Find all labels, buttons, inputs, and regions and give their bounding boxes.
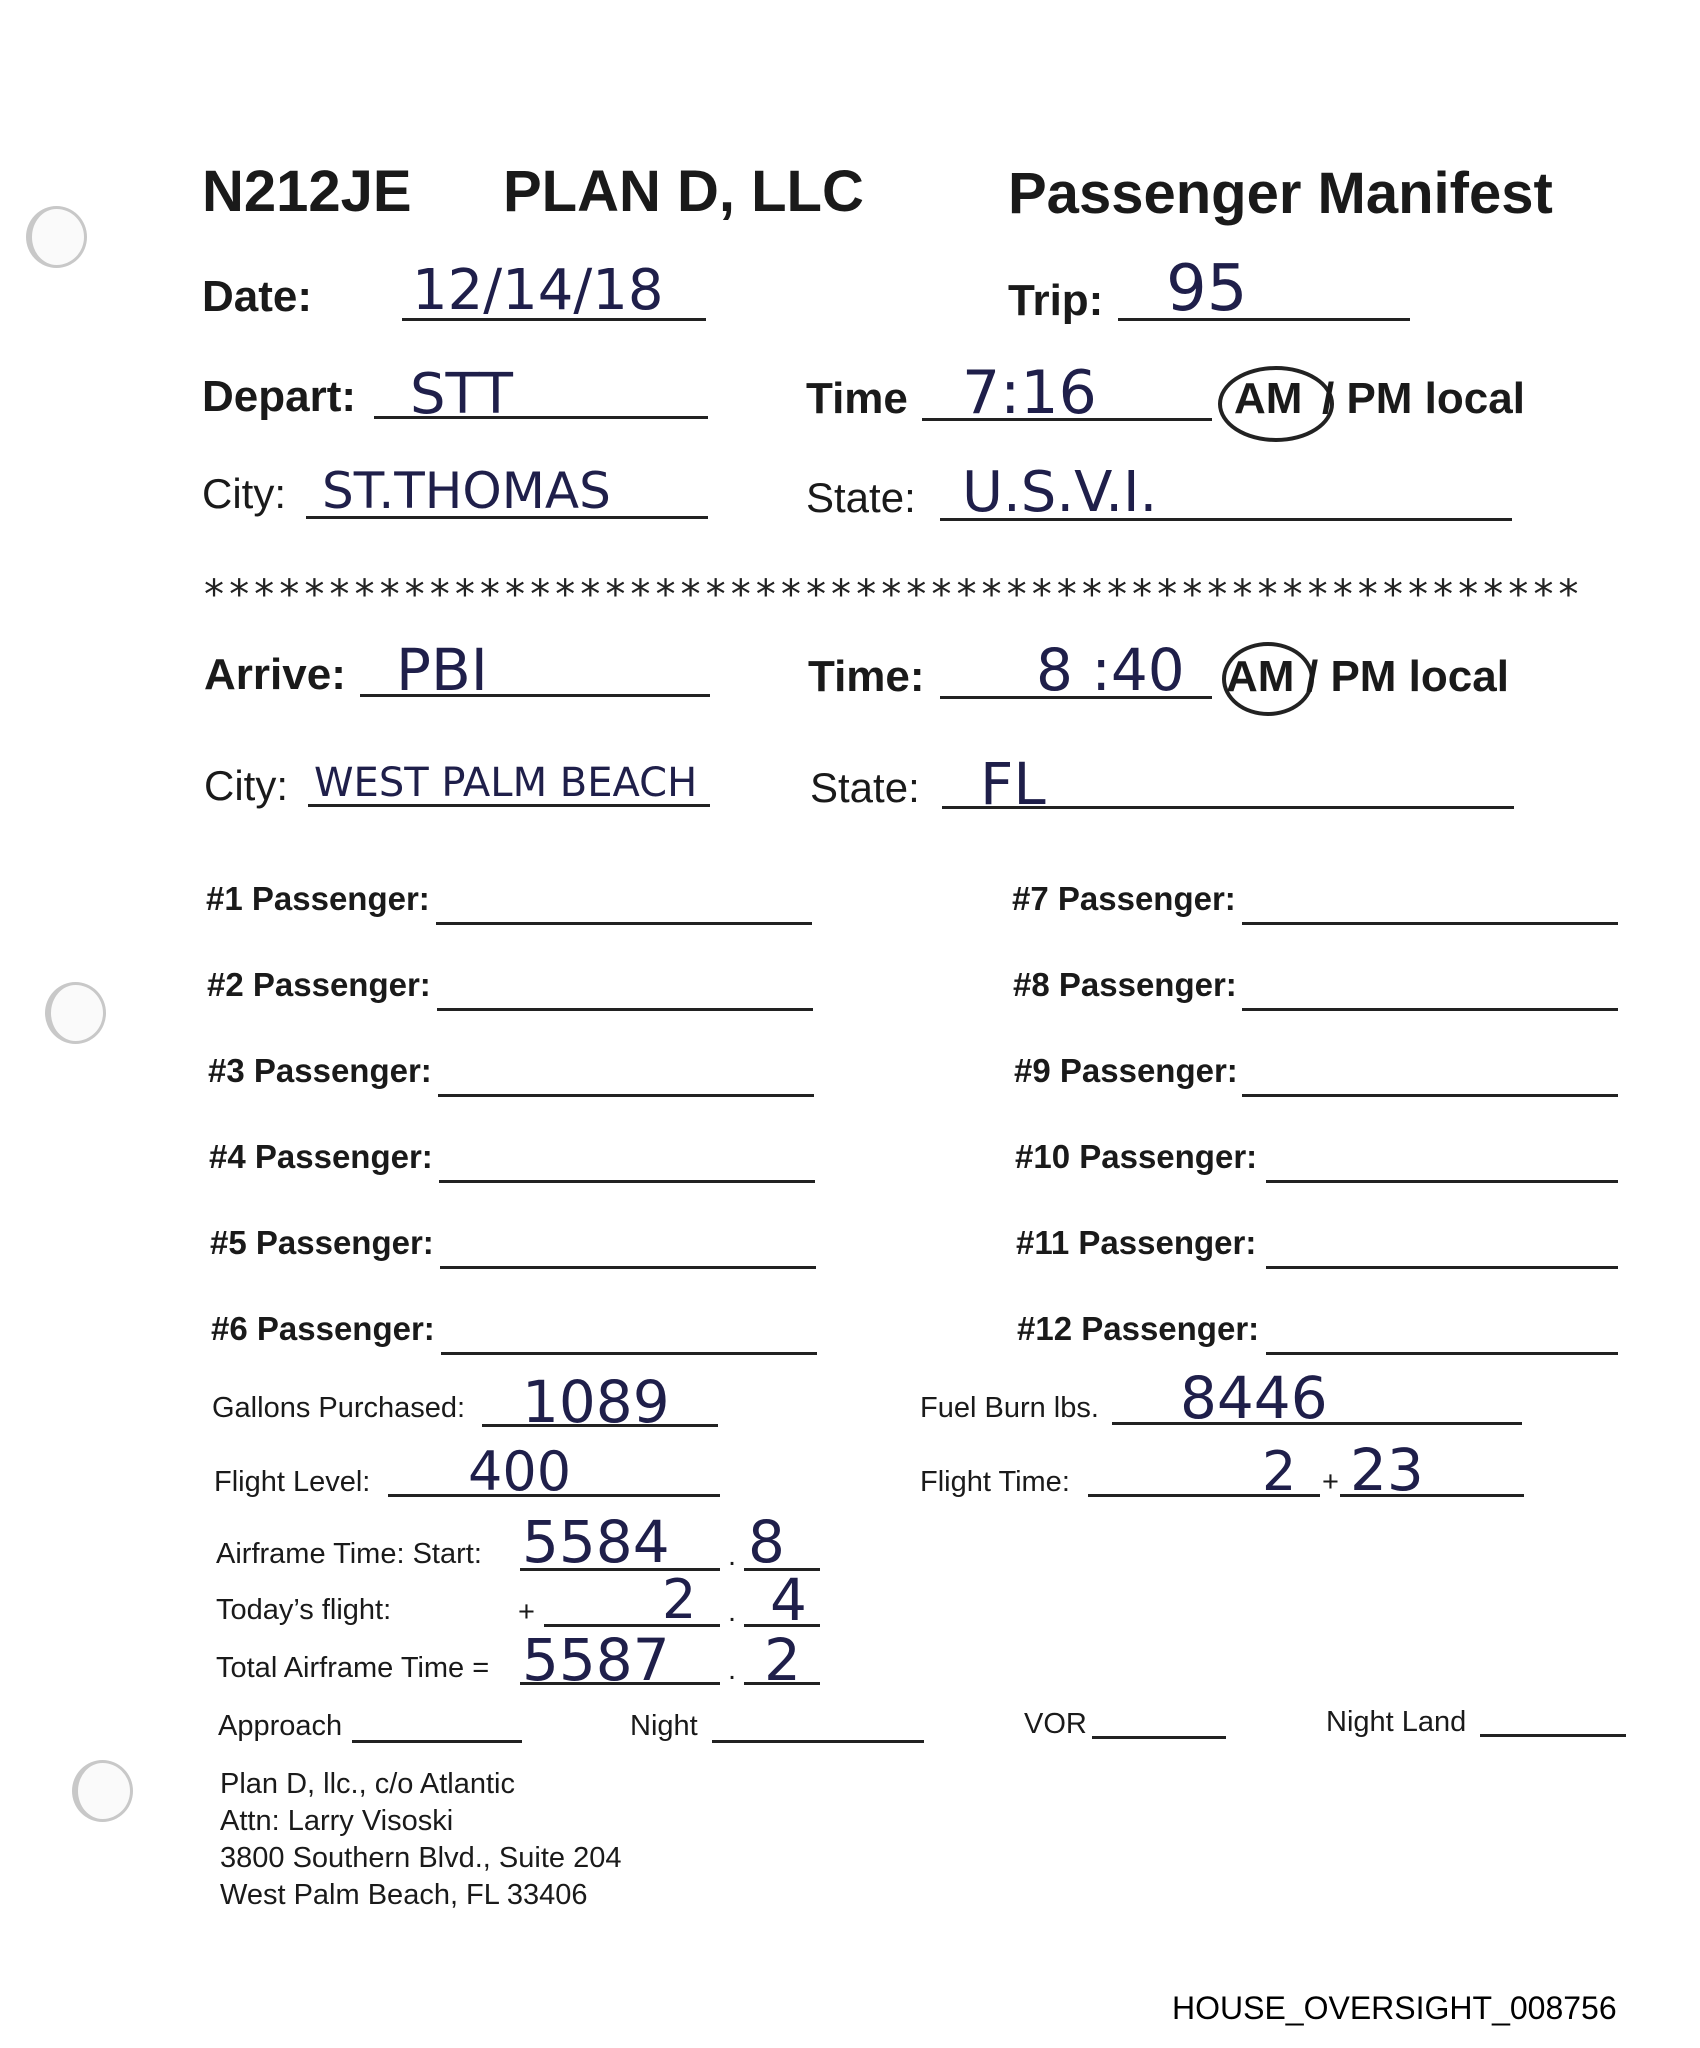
depart-label: Depart: bbox=[202, 372, 357, 421]
passenger-5-label: #5 Passenger: bbox=[210, 1224, 434, 1261]
arrive-label: Arrive: bbox=[204, 650, 346, 699]
punch-hole-middle bbox=[45, 982, 106, 1044]
today-whole: 2 bbox=[662, 1568, 697, 1631]
passenger-8-label: #8 Passenger: bbox=[1013, 966, 1237, 1003]
passenger-1-label: #1 Passenger: bbox=[206, 880, 430, 917]
flight-time-label: Flight Time: bbox=[920, 1466, 1070, 1498]
flight-time-sep: + bbox=[1322, 1466, 1339, 1498]
depart-underline bbox=[374, 416, 708, 419]
passenger-4-label: #4 Passenger: bbox=[209, 1138, 433, 1175]
mailing-address bbox=[220, 1766, 621, 1914]
total-airframe-whole-underline bbox=[520, 1682, 720, 1685]
fuel-burn-underline bbox=[1112, 1422, 1522, 1425]
airframe-start-tenth: 8 bbox=[748, 1508, 785, 1576]
total-airframe-tenth: 2 bbox=[764, 1626, 801, 1694]
depart-pm-label: / PM local bbox=[1322, 374, 1525, 423]
flight-time-hours-underline bbox=[1088, 1494, 1320, 1497]
arrive-time-label: Time: bbox=[808, 652, 925, 701]
vor-underline bbox=[1092, 1736, 1226, 1739]
trip-underline bbox=[1118, 318, 1410, 321]
punch-hole-bottom bbox=[72, 1760, 133, 1822]
separator-stars: ******************************************************* bbox=[202, 572, 1582, 618]
flight-time-minutes: 23 bbox=[1350, 1436, 1424, 1504]
depart-value: STT bbox=[410, 362, 513, 427]
today-flight-label: Today’s flight: bbox=[216, 1594, 392, 1626]
passenger-1-field[interactable] bbox=[436, 922, 812, 925]
passenger-3-label: #3 Passenger: bbox=[208, 1052, 432, 1089]
passenger-6-field[interactable] bbox=[441, 1352, 817, 1355]
depart-time-value: 7:16 bbox=[962, 358, 1097, 428]
vor-label: VOR bbox=[1024, 1708, 1087, 1740]
arrive-city-label: City: bbox=[204, 762, 288, 809]
address-line: Plan D, llc., c/o Atlantic bbox=[220, 1768, 515, 1800]
passenger-11-label: #11 Passenger: bbox=[1016, 1224, 1257, 1261]
arrive-city-value: WEST PALM BEACH bbox=[314, 760, 698, 806]
date-label: Date: bbox=[202, 272, 313, 321]
night-underline bbox=[712, 1740, 924, 1743]
today-tenth: 4 bbox=[770, 1566, 807, 1634]
depart-time-label: Time bbox=[806, 374, 908, 423]
trip-label: Trip: bbox=[1008, 276, 1104, 325]
passenger-9-label: #9 Passenger: bbox=[1014, 1052, 1238, 1089]
depart-city-value: ST.THOMAS bbox=[322, 462, 611, 520]
depart-city-underline bbox=[306, 516, 708, 519]
total-airframe-whole: 5587 bbox=[522, 1626, 670, 1694]
arrive-time-value: 8 :40 bbox=[1036, 636, 1185, 704]
arrive-am-label: AM bbox=[1226, 652, 1295, 701]
arrive-pm-label: / PM local bbox=[1306, 652, 1509, 701]
punch-hole-top bbox=[26, 206, 87, 268]
approach-label: Approach bbox=[218, 1710, 343, 1742]
total-airframe-tenth-underline bbox=[744, 1682, 820, 1685]
tail-number: N212JE bbox=[202, 159, 412, 224]
total-airframe-dot: . bbox=[728, 1654, 737, 1686]
bates-number: HOUSE_OVERSIGHT_008756 bbox=[1172, 1990, 1617, 2026]
address-line: Attn: Larry Visoski bbox=[220, 1805, 454, 1837]
arrive-state-underline bbox=[942, 806, 1514, 809]
company-name: PLAN D, LLC bbox=[503, 159, 864, 224]
passenger-10-label: #10 Passenger: bbox=[1015, 1138, 1258, 1175]
passenger-3-field[interactable] bbox=[438, 1094, 814, 1097]
passenger-4-field[interactable] bbox=[439, 1180, 815, 1183]
arrive-time-underline bbox=[940, 696, 1212, 699]
date-value: 12/14/18 bbox=[412, 258, 664, 323]
trip-value: 95 bbox=[1166, 252, 1248, 326]
form-title: Passenger Manifest bbox=[1008, 161, 1553, 226]
depart-time-underline bbox=[922, 418, 1212, 421]
night-label: Night bbox=[630, 1710, 698, 1742]
address-line: West Palm Beach, FL 33406 bbox=[220, 1879, 588, 1911]
passenger-10-field[interactable] bbox=[1266, 1180, 1618, 1183]
night-land-underline bbox=[1480, 1734, 1626, 1737]
depart-state-label: State: bbox=[806, 474, 916, 521]
arrive-city-underline bbox=[308, 804, 710, 807]
arrive-state-label: State: bbox=[810, 764, 920, 811]
depart-am-label: AM bbox=[1234, 374, 1303, 423]
approach-underline bbox=[352, 1740, 522, 1743]
depart-state-underline bbox=[940, 518, 1512, 521]
passenger-12-field[interactable] bbox=[1266, 1352, 1618, 1355]
arrive-value: PBI bbox=[396, 636, 488, 704]
flight-time-hours: 2 bbox=[1262, 1440, 1297, 1503]
date-underline bbox=[402, 318, 706, 321]
flight-time-minutes-underline bbox=[1340, 1494, 1524, 1497]
passenger-9-field[interactable] bbox=[1242, 1094, 1618, 1097]
passenger-6-label: #6 Passenger: bbox=[211, 1310, 435, 1347]
passenger-7-field[interactable] bbox=[1242, 922, 1618, 925]
depart-state-value: U.S.V.I. bbox=[962, 460, 1158, 525]
passenger-11-field[interactable] bbox=[1266, 1266, 1618, 1269]
total-airframe-label: Total Airframe Time = bbox=[216, 1652, 490, 1684]
flight-level-value: 400 bbox=[468, 1440, 572, 1503]
today-dot: . bbox=[728, 1596, 737, 1628]
night-land-label: Night Land bbox=[1326, 1706, 1467, 1738]
flight-level-label: Flight Level: bbox=[214, 1466, 371, 1498]
gallons-label: Gallons Purchased: bbox=[212, 1392, 466, 1424]
gallons-underline bbox=[482, 1424, 718, 1427]
arrive-underline bbox=[360, 694, 710, 697]
fuel-burn-value: 8446 bbox=[1180, 1364, 1328, 1432]
airframe-start-dot: . bbox=[728, 1540, 737, 1572]
depart-city-label: City: bbox=[202, 470, 286, 517]
airframe-start-whole: 5584 bbox=[522, 1508, 670, 1576]
airframe-start-label: Airframe Time: Start: bbox=[216, 1538, 482, 1570]
address-line: 3800 Southern Blvd., Suite 204 bbox=[220, 1842, 622, 1874]
passenger-7-label: #7 Passenger: bbox=[1012, 880, 1236, 917]
passenger-2-label: #2 Passenger: bbox=[207, 966, 431, 1003]
passenger-8-field[interactable] bbox=[1242, 1008, 1618, 1011]
flight-level-underline bbox=[388, 1494, 720, 1497]
gallons-value: 1089 bbox=[522, 1368, 670, 1436]
passenger-5-field[interactable] bbox=[440, 1266, 816, 1269]
today-plus-sign: + bbox=[518, 1596, 535, 1628]
fuel-burn-label: Fuel Burn lbs. bbox=[920, 1392, 1099, 1424]
passenger-12-label: #12 Passenger: bbox=[1017, 1310, 1260, 1347]
arrive-state-value: FL bbox=[980, 750, 1046, 818]
passenger-2-field[interactable] bbox=[437, 1008, 813, 1011]
